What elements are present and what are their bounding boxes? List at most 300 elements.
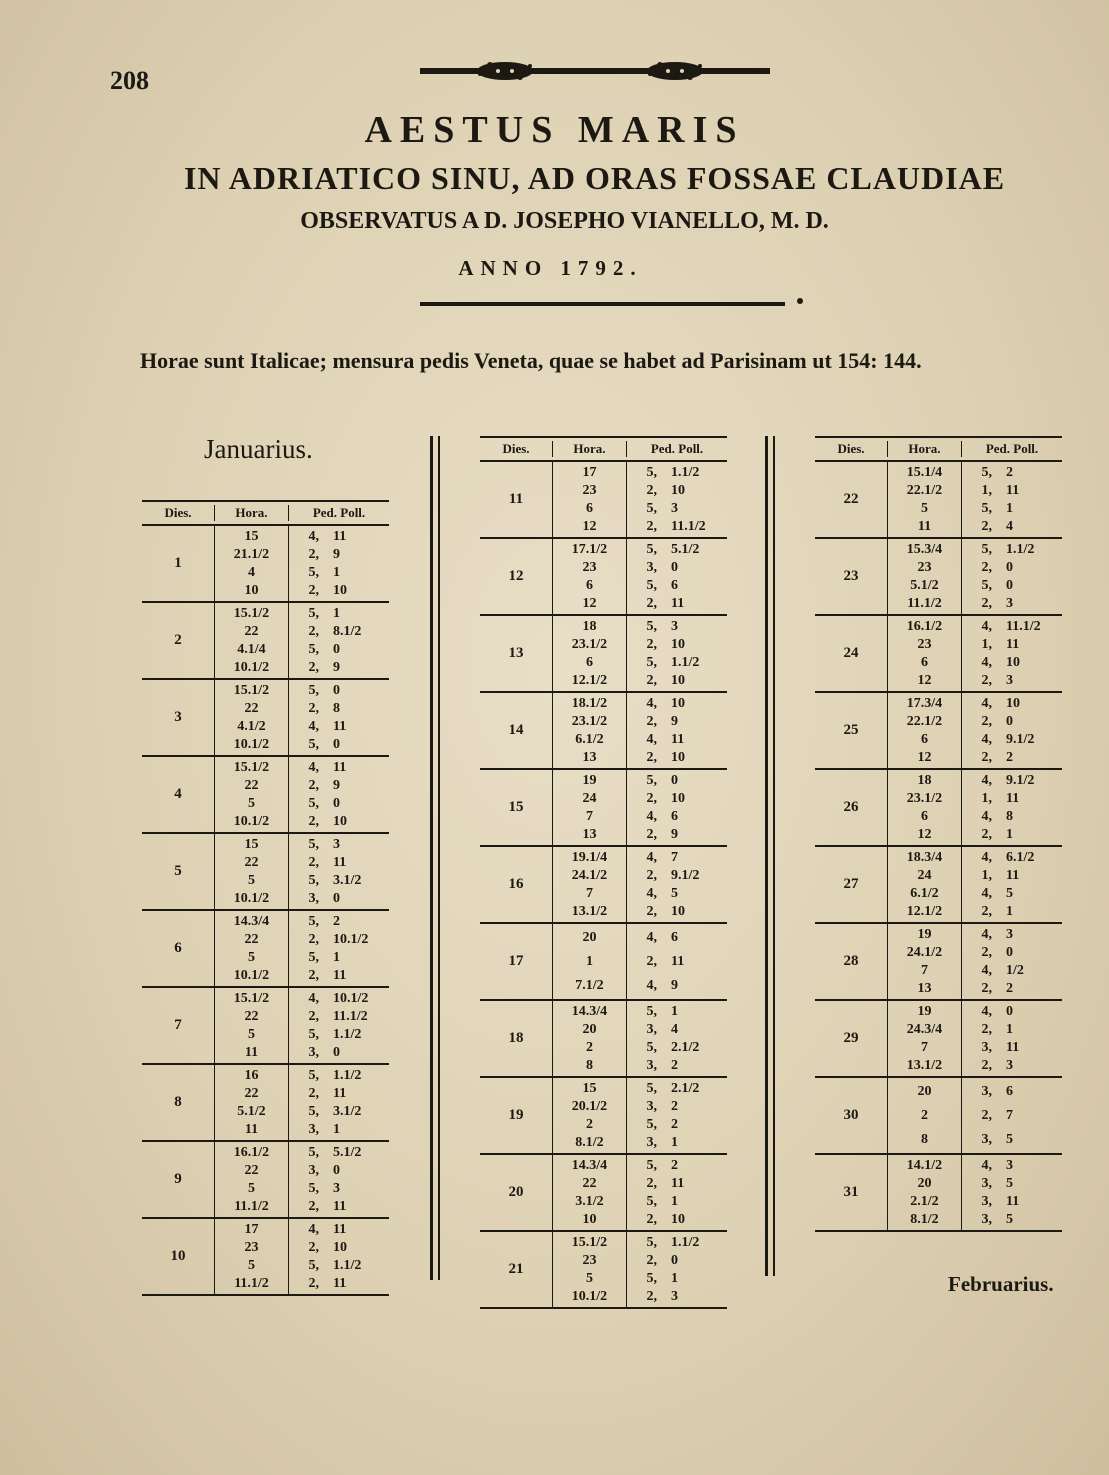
hora-value: 5 — [248, 795, 255, 811]
poll-value: 9.1/2 — [1006, 731, 1035, 747]
hora-value: 14.1/2 — [906, 1158, 943, 1174]
ped-poll-row — [627, 953, 727, 970]
hora-value: 20.1/2 — [571, 1099, 608, 1115]
ped-poll-column — [627, 924, 727, 999]
ped-poll-row — [627, 772, 727, 789]
ped-poll-row — [627, 1193, 727, 1210]
hora-value: 20 — [582, 930, 597, 946]
hora-value: 23.1/2 — [906, 791, 943, 807]
tide-table-3 — [815, 436, 1062, 1232]
poll-value: 0 — [333, 641, 340, 657]
ped-poll-row — [627, 849, 727, 866]
hora-column — [887, 1155, 962, 1230]
ped-value: 2, — [981, 826, 992, 842]
poll-value: 3 — [1006, 672, 1013, 688]
day-number: 12 — [508, 568, 524, 584]
poll-value: 2 — [671, 1057, 678, 1073]
poll-value: 1 — [333, 606, 340, 622]
hora-value: 24 — [582, 791, 597, 807]
hora-value: 18 — [917, 773, 932, 789]
ped-poll-row — [289, 546, 389, 563]
ped-poll-row — [627, 559, 727, 576]
ped-value: 2, — [646, 595, 657, 611]
hora-value: 16.1/2 — [906, 619, 943, 635]
ped-value: 5, — [308, 606, 319, 622]
ped-value: 5, — [981, 542, 992, 558]
poll-value: 10 — [1006, 654, 1020, 670]
ped-poll-column — [289, 603, 389, 678]
ped-value: 2, — [646, 749, 657, 765]
poll-value: 10 — [333, 1240, 347, 1256]
hora-value: 8.1/2 — [910, 1211, 939, 1227]
hora-value: 5.1/2 — [237, 1103, 266, 1119]
poll-value: 11 — [671, 953, 685, 969]
ped-value: 4, — [981, 773, 992, 789]
hora-column — [552, 539, 627, 614]
ped-value: 3, — [981, 1131, 992, 1147]
day-number: 22 — [843, 491, 859, 507]
ped-value: 5, — [308, 641, 319, 657]
hora-value: 6 — [586, 577, 593, 593]
ped-value: 2, — [308, 967, 319, 983]
header-hora: Hora. — [552, 441, 626, 457]
ped-poll-row — [962, 482, 1062, 499]
ped-poll-row — [627, 672, 727, 689]
poll-value: 9.1/2 — [671, 868, 700, 884]
day-number: 24 — [843, 645, 859, 661]
ped-poll-column — [962, 616, 1062, 691]
hora-value: 15.1/2 — [233, 991, 270, 1007]
hora-value: 6 — [921, 731, 928, 747]
ped-value: 5, — [308, 683, 319, 699]
poll-value: 11.1/2 — [333, 1009, 368, 1025]
ped-poll-row — [962, 826, 1062, 843]
ped-value: 5, — [646, 465, 657, 481]
hora-value: 14.3/4 — [571, 1004, 608, 1020]
subtitle-location: IN ADRIATICO SINU, AD ORAS FOSSAE CLAUDIAE — [183, 160, 1006, 196]
tide-table-2 — [480, 436, 727, 1309]
hora-value: 13 — [917, 980, 932, 996]
ped-value: 5, — [646, 619, 657, 635]
subtitle-observer: OBSERVATUS A D. JOSEPHO VIANELLO, M. D. — [300, 208, 829, 234]
hora-value: 17.1/2 — [571, 542, 608, 558]
hora-value: 22 — [244, 624, 259, 640]
hora-value: 20 — [917, 1176, 932, 1192]
hora-value: 12.1/2 — [571, 672, 608, 688]
poll-value: 9 — [671, 714, 678, 730]
table-header — [815, 436, 1062, 462]
ped-poll-row — [289, 641, 389, 658]
day-group — [815, 1001, 1062, 1078]
hora-value: 22 — [244, 778, 259, 794]
ped-value: 4, — [981, 619, 992, 635]
ped-value: 5, — [646, 1081, 657, 1097]
hora-value: 11 — [244, 1044, 259, 1060]
hora-value: 11.1/2 — [234, 1275, 269, 1291]
ped-value: 4, — [308, 718, 319, 734]
ped-value: 2, — [981, 1022, 992, 1038]
hora-column — [552, 924, 627, 999]
ped-poll-row — [627, 1234, 727, 1251]
poll-value: 11.1/2 — [671, 518, 706, 534]
poll-value: 3 — [671, 500, 678, 516]
ped-poll-row — [289, 967, 389, 984]
ped-value: 5, — [646, 1270, 657, 1286]
hora-value: 6 — [586, 654, 593, 670]
day-group — [480, 1001, 727, 1078]
poll-value: 5 — [1006, 885, 1013, 901]
ped-value: 3, — [646, 1057, 657, 1073]
day-group — [480, 1232, 727, 1309]
month-title-januarius: Januarius. — [204, 434, 313, 464]
ped-poll-row — [962, 980, 1062, 997]
poll-value: 2 — [333, 914, 340, 930]
hora-value: 12 — [917, 749, 932, 765]
hora-value: 14.3/4 — [571, 1158, 608, 1174]
hora-value: 15.3/4 — [906, 542, 943, 558]
day-number: 18 — [508, 1030, 524, 1046]
poll-value: 1/2 — [1006, 962, 1024, 978]
ped-value: 4, — [981, 654, 992, 670]
hora-value: 7 — [586, 808, 593, 824]
ped-poll-row — [962, 636, 1062, 653]
poll-value: 11 — [671, 595, 685, 611]
hora-value: 18.3/4 — [906, 850, 943, 866]
ped-value: 2, — [308, 659, 319, 675]
poll-value: 6 — [1006, 1084, 1013, 1100]
day-number: 27 — [843, 876, 859, 892]
poll-value: 4 — [671, 1022, 678, 1038]
ped-poll-column — [962, 539, 1062, 614]
ped-poll-row — [962, 713, 1062, 730]
ped-value: 2, — [646, 518, 657, 534]
poll-value: 1.1/2 — [333, 1257, 362, 1273]
poll-value: 2 — [671, 1158, 678, 1174]
poll-value: 1 — [671, 1270, 678, 1286]
ped-poll-column — [627, 1078, 727, 1153]
hora-value: 3.1/2 — [575, 1193, 604, 1209]
day-group — [480, 539, 727, 616]
hora-column — [214, 1142, 289, 1217]
ped-poll-row — [962, 962, 1062, 979]
page-number: 208 — [110, 66, 149, 95]
ped-value: 3, — [646, 1134, 657, 1150]
day-number: 14 — [508, 722, 524, 738]
ped-poll-row — [289, 528, 389, 545]
ped-value: 5, — [646, 773, 657, 789]
ped-value: 2, — [646, 714, 657, 730]
hora-column — [552, 1155, 627, 1230]
ped-poll-row — [627, 885, 727, 902]
hora-value: 23 — [582, 560, 597, 576]
hora-value: 13 — [582, 826, 597, 842]
poll-value: 0 — [333, 890, 340, 906]
poll-value: 11 — [671, 1176, 685, 1192]
ped-value: 2, — [646, 953, 657, 969]
poll-value: 3 — [671, 619, 678, 635]
hora-value: 22 — [244, 1163, 259, 1179]
day-number: 1 — [174, 555, 182, 571]
hora-value: 21.1/2 — [233, 547, 270, 563]
ped-value: 2, — [981, 903, 992, 919]
poll-value: 10 — [671, 791, 685, 807]
ped-poll-row — [289, 1198, 389, 1215]
hora-column — [214, 1219, 289, 1294]
hora-value: 11 — [244, 1121, 259, 1137]
column-separator — [430, 436, 433, 1280]
poll-value: 1 — [671, 1193, 678, 1209]
day-group — [480, 616, 727, 693]
ped-value: 2, — [308, 1086, 319, 1102]
ped-poll-row — [289, 736, 389, 753]
hora-column — [214, 988, 289, 1063]
ped-poll-column — [627, 1155, 727, 1230]
poll-value: 2 — [671, 1099, 678, 1115]
day-group — [142, 680, 389, 757]
hora-value: 6 — [921, 654, 928, 670]
hora-value: 15 — [582, 1081, 597, 1097]
hora-value: 2 — [586, 1116, 593, 1132]
hora-value: 12 — [917, 826, 932, 842]
day-group — [480, 847, 727, 924]
header-ped-poll: Ped. Poll. — [626, 441, 727, 457]
ped-poll-row — [962, 1193, 1062, 1210]
hora-column — [887, 616, 962, 691]
ped-value: 5, — [981, 500, 992, 516]
ped-poll-row — [627, 1116, 727, 1133]
ped-value: 2, — [646, 672, 657, 688]
ped-poll-row — [627, 577, 727, 594]
ped-value: 5, — [308, 1180, 319, 1196]
column-separator — [765, 436, 768, 1276]
ped-poll-row — [289, 854, 389, 871]
poll-value: 3 — [333, 837, 340, 853]
column-separator — [773, 436, 775, 1276]
ped-poll-row — [962, 1107, 1062, 1124]
ped-poll-row — [627, 1003, 727, 1020]
ped-value: 2, — [308, 1009, 319, 1025]
poll-value: 1.1/2 — [333, 1068, 362, 1084]
hora-column — [887, 693, 962, 768]
hora-value: 19 — [582, 773, 597, 789]
ped-value: 2, — [308, 778, 319, 794]
poll-value: 5 — [671, 885, 678, 901]
month-catchword-februarius: Februarius. — [948, 1272, 1054, 1296]
ped-poll-row — [289, 718, 389, 735]
ped-value: 2, — [981, 595, 992, 611]
ped-poll-row — [289, 813, 389, 830]
hora-column — [887, 1078, 962, 1153]
ped-poll-row — [289, 1008, 389, 1025]
ped-poll-row — [962, 654, 1062, 671]
hora-value: 4.1/2 — [237, 718, 266, 734]
day-group — [142, 1065, 389, 1142]
day-number: 17 — [508, 953, 524, 969]
day-number: 25 — [843, 722, 859, 738]
header-dies: Dies. — [502, 441, 530, 456]
hora-value: 2.1/2 — [910, 1193, 939, 1209]
ped-value: 2, — [646, 1211, 657, 1227]
ped-poll-row — [962, 464, 1062, 481]
hora-value: 2 — [586, 1039, 593, 1055]
ped-poll-row — [962, 577, 1062, 594]
hora-value: 7 — [921, 962, 928, 978]
ped-value: 5, — [646, 1039, 657, 1055]
poll-value: 0 — [1006, 1004, 1013, 1020]
ped-value: 3, — [981, 1039, 992, 1055]
hora-value: 24 — [917, 868, 932, 884]
ped-poll-column — [627, 847, 727, 922]
ped-poll-row — [627, 518, 727, 535]
day-group — [815, 693, 1062, 770]
ped-poll-column — [962, 847, 1062, 922]
day-group — [815, 847, 1062, 924]
poll-value: 3 — [1006, 927, 1013, 943]
ped-value: 4, — [308, 991, 319, 1007]
ped-value: 2, — [981, 714, 992, 730]
poll-value: 2 — [1006, 749, 1013, 765]
ped-value: 2, — [981, 1057, 992, 1073]
poll-value: 11 — [333, 1275, 347, 1291]
ped-poll-row — [289, 1162, 389, 1179]
hora-value: 22 — [244, 1009, 259, 1025]
day-group — [815, 1155, 1062, 1232]
hora-value: 2 — [921, 1107, 928, 1123]
poll-value: 6 — [671, 808, 678, 824]
hora-value: 1 — [586, 953, 593, 969]
poll-value: 11 — [1006, 791, 1020, 807]
ped-poll-row — [289, 1103, 389, 1120]
ped-poll-row — [289, 1121, 389, 1138]
poll-value: 10 — [1006, 696, 1020, 712]
ped-value: 2, — [981, 672, 992, 688]
ped-value: 2, — [308, 1275, 319, 1291]
hora-value: 20 — [582, 1022, 597, 1038]
hora-value: 22.1/2 — [906, 483, 943, 499]
ped-poll-row — [627, 1175, 727, 1192]
poll-value: 10.1/2 — [333, 932, 369, 948]
header-ped-poll: Ped. Poll. — [961, 441, 1062, 457]
ped-value: 3, — [308, 1121, 319, 1137]
day-number: 29 — [843, 1030, 859, 1046]
poll-value: 11 — [333, 760, 347, 776]
day-group — [142, 834, 389, 911]
ped-poll-row — [962, 541, 1062, 558]
hora-value: 15.1/2 — [233, 606, 270, 622]
ped-value: 3, — [646, 1099, 657, 1115]
ped-poll-row — [627, 500, 727, 517]
ped-poll-row — [627, 541, 727, 558]
table-header — [142, 500, 389, 526]
hora-value: 24.1/2 — [906, 945, 943, 961]
hora-value: 22 — [244, 701, 259, 717]
hora-column — [214, 526, 289, 601]
ped-value: 5, — [308, 1257, 319, 1273]
poll-value: 0 — [1006, 577, 1013, 593]
ped-poll-row — [962, 903, 1062, 920]
ped-value: 2, — [308, 1240, 319, 1256]
poll-value: 3.1/2 — [333, 1103, 362, 1119]
hora-column — [552, 1078, 627, 1153]
ped-value: 2, — [981, 1107, 992, 1123]
ped-poll-row — [962, 500, 1062, 517]
ped-value: 4, — [981, 1158, 992, 1174]
ped-poll-row — [962, 672, 1062, 689]
ped-value: 5, — [646, 1116, 657, 1132]
ped-poll-row — [627, 1021, 727, 1038]
hora-value: 5 — [248, 872, 255, 888]
poll-value: 3 — [1006, 1158, 1013, 1174]
title-rule — [420, 302, 785, 306]
ped-poll-column — [962, 1155, 1062, 1230]
poll-value: 1.1/2 — [671, 1235, 700, 1251]
hora-column — [552, 1001, 627, 1076]
ped-poll-row — [627, 1080, 727, 1097]
hora-column — [552, 1232, 627, 1307]
ped-value: 2, — [308, 813, 319, 829]
ped-value: 3, — [308, 1044, 319, 1060]
ped-value: 4, — [646, 930, 657, 946]
header-ped-poll: Ped. Poll. — [288, 505, 389, 521]
poll-value: 10 — [671, 903, 685, 919]
hora-value: 7 — [921, 1039, 928, 1055]
ped-value: 2, — [308, 932, 319, 948]
ped-poll-column — [962, 462, 1062, 537]
poll-value: 8.1/2 — [333, 624, 362, 640]
ped-poll-row — [289, 913, 389, 930]
ped-value: 5, — [646, 542, 657, 558]
hora-value: 5 — [586, 1270, 593, 1286]
hora-value: 24.1/2 — [571, 868, 608, 884]
ped-poll-row — [627, 826, 727, 843]
hora-value: 20 — [917, 1084, 932, 1100]
hora-value: 11.1/2 — [907, 595, 942, 611]
poll-value: 5 — [1006, 1176, 1013, 1192]
poll-value: 3 — [1006, 595, 1013, 611]
hora-column — [887, 539, 962, 614]
ped-value: 3, — [646, 1022, 657, 1038]
ped-poll-column — [627, 539, 727, 614]
title-rule-dot — [797, 298, 803, 304]
day-group — [142, 1219, 389, 1296]
ped-value: 4, — [981, 962, 992, 978]
ped-value: 4, — [981, 927, 992, 943]
poll-value: 6.1/2 — [1006, 850, 1035, 866]
ped-value: 2, — [308, 624, 319, 640]
poll-value: 0 — [671, 773, 678, 789]
day-number: 3 — [174, 709, 182, 725]
poll-value: 5 — [1006, 1211, 1013, 1227]
hora-value: 10.1/2 — [571, 1288, 608, 1304]
day-group — [480, 1155, 727, 1232]
poll-value: 9 — [333, 659, 340, 675]
poll-value: 9 — [333, 778, 340, 794]
poll-value: 3 — [1006, 1057, 1013, 1073]
hora-value: 24.3/4 — [906, 1022, 943, 1038]
ped-value: 2, — [981, 518, 992, 534]
ped-poll-row — [627, 749, 727, 766]
ped-poll-row — [962, 1003, 1062, 1020]
ped-poll-row — [289, 759, 389, 776]
ped-value: 2, — [308, 582, 319, 598]
ped-value: 2, — [981, 560, 992, 576]
ped-value: 4, — [646, 885, 657, 901]
ped-value: 3, — [981, 1084, 992, 1100]
ped-poll-column — [962, 924, 1062, 999]
poll-value: 11 — [333, 718, 347, 734]
hora-value: 4.1/4 — [237, 641, 266, 657]
hora-value: 5.1/2 — [910, 577, 939, 593]
